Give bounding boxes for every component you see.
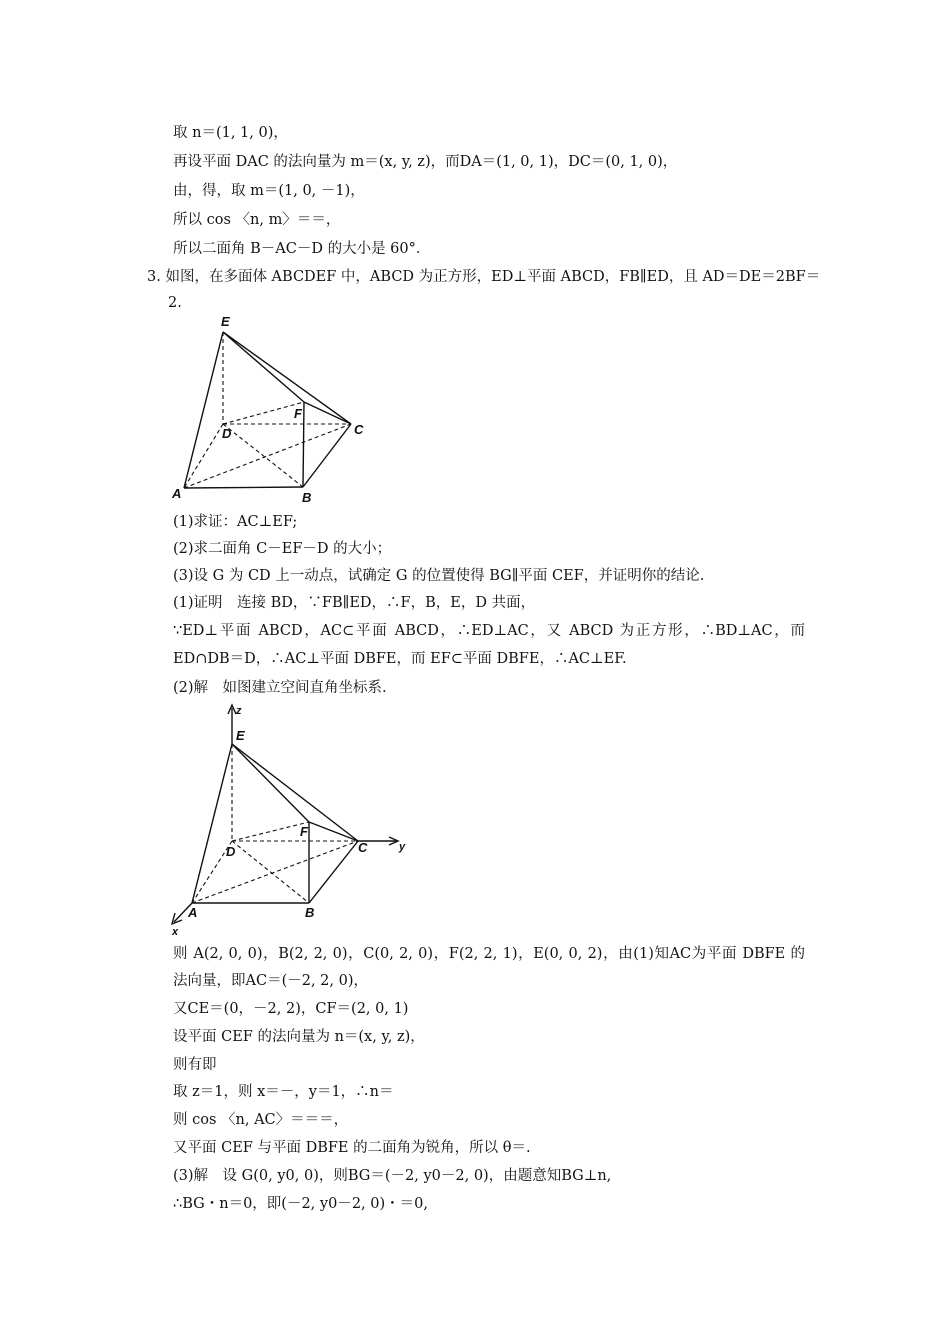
vertex-label-E: E: [221, 314, 230, 329]
text-line-5: 所以二面角 B－AC－D 的大小是 60°．: [173, 241, 431, 257]
question-3: (3)设 G 为 CD 上一动点，试确定 G 的位置使得 BG∥平面 CEF，并证明你的结论.: [173, 568, 705, 584]
solution-2-line-5: 设平面 CEF 的法向量为 n＝(x, y, z)，: [173, 1029, 425, 1045]
vertex-label-F: F: [300, 824, 308, 839]
axis-label-x: x: [172, 926, 179, 938]
vertex-label-A: A: [172, 486, 182, 501]
solution-2-line-1: (2)解 如图建立空间直角坐标系.: [173, 680, 387, 696]
text-line-2: 再设平面 DAC 的法向量为 m＝(x, y, z)，而DA＝(1, 0, 1)，DC＝(0, 1, 0)，: [173, 154, 678, 170]
edge-EF: [232, 744, 309, 822]
solution-2-line-8: 则 cos 〈n, AC〉＝＝＝，: [173, 1112, 349, 1128]
solution-3-line-2: ∴BG・n＝0，即(－2, y0－2, 0)・＝0,: [173, 1196, 428, 1212]
solution-2-line-9: 又平面 CEF 与平面 DBFE 的二面角为锐角，所以 θ＝.: [173, 1140, 531, 1156]
edge-DB: [223, 424, 303, 487]
vertex-label-E: E: [236, 728, 245, 743]
edge-DF: [232, 822, 309, 841]
solution-2-line-2: 则 A(2, 0, 0)，B(2, 2, 0)，C(0, 2, 0)，F(2, 2, 1)，E(0, 0, 2)，由(1)知AC为平面 DBFE 的: [173, 946, 805, 962]
vertex-label-F: F: [294, 406, 302, 421]
edge-BC: [303, 424, 351, 487]
edge-EC: [223, 332, 351, 424]
edge-FB: [303, 402, 304, 487]
proof-1-line-2: ∵ED⊥平面 ABCD，AC⊂平面 ABCD，∴ED⊥AC，又 ABCD 为正方形，∴BD⊥AC，而: [173, 623, 805, 639]
edge-EC: [232, 744, 358, 841]
text-line-4: 所以 cos 〈n, m〉＝＝，: [173, 212, 341, 228]
polyhedron-figure: [168, 312, 378, 508]
vertex-label-A: A: [188, 905, 198, 920]
vertex-label-D: D: [226, 844, 236, 859]
solution-2-line-4: 又CE＝(0，－2, 2)，CF＝(2, 0, 1): [173, 1001, 409, 1017]
edge-EA: [192, 744, 232, 903]
polyhedron-diagram: [168, 312, 378, 508]
question-1: (1)求证：AC⊥EF;: [173, 514, 298, 530]
solution-2-line-7: 取 z＝1，则 x＝－，y＝1，∴n＝: [173, 1084, 394, 1100]
text-line-3: 由，得，取 m＝(1, 0, －1)，: [173, 183, 365, 199]
solution-3-line-1: (3)解 设 G(0, y0, 0)，则BG＝(－2, y0－2, 0)，由题意知BG⊥n,: [173, 1168, 612, 1184]
problem-3-statement: 3. 如图，在多面体 ABCDEF 中，ABCD 为正方形，ED⊥平面 ABCD，FB∥ED，且 AD＝DE＝2BF＝: [147, 269, 821, 285]
vertex-label-D: D: [222, 426, 232, 441]
proof-1-line-1: (1)证明 连接 BD，∵FB∥ED，∴F，B，E，D 共面，: [173, 595, 536, 611]
edge-EA: [184, 332, 223, 488]
edge-FC: [309, 822, 358, 841]
solution-2-line-3: 法向量，即AC＝(－2, 2, 0)，: [173, 973, 368, 989]
proof-1-line-3: ED∩DB＝D，∴AC⊥平面 DBFE，而 EF⊂平面 DBFE，∴AC⊥EF.: [173, 651, 627, 667]
question-2: (2)求二面角 C－EF－D 的大小；: [173, 541, 392, 557]
edge-DB: [232, 841, 309, 903]
vertex-label-C: C: [354, 422, 364, 437]
edge-AB: [184, 487, 303, 488]
edge-FC: [304, 402, 351, 424]
edge-EF: [223, 332, 304, 402]
edge-DA: [184, 424, 223, 488]
vertex-label-C: C: [358, 840, 368, 855]
solution-2-line-6: 则有即: [173, 1057, 217, 1073]
text-line-1: 取 n＝(1, 1, 0)，: [173, 125, 288, 141]
axis-label-y: y: [399, 841, 406, 853]
coordinate-figure: [168, 700, 413, 938]
problem-3-statement-cont: 2.: [168, 295, 182, 311]
edge-DF: [223, 402, 304, 424]
vertex-label-B: B: [305, 905, 315, 920]
vertex-label-B: B: [302, 490, 312, 505]
axis-label-z: z: [236, 705, 242, 717]
coordinate-diagram: [168, 700, 413, 938]
